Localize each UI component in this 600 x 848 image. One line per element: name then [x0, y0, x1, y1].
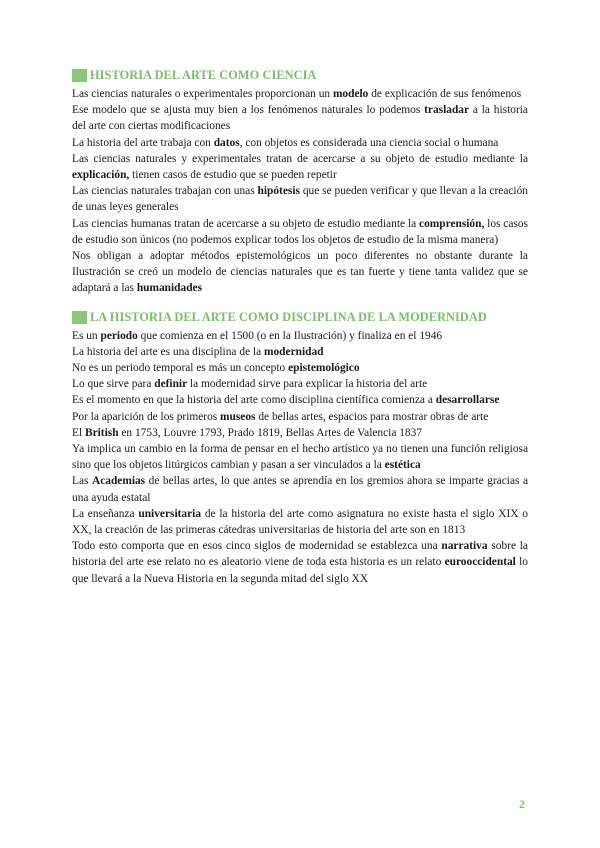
section-heading: [72, 310, 528, 325]
bold-term: humanidades: [136, 282, 203, 295]
text-run: tienen casos de estudio que se pueden repetir: [129, 169, 337, 182]
section-heading: [72, 68, 528, 83]
document-page: [72, 68, 528, 587]
paragraph: [72, 183, 528, 215]
text-run: que comienza en el 1500 (o en la Ilustración) y finaliza en el 1946: [137, 329, 443, 342]
bold-term: epistemológico: [288, 362, 360, 375]
text-run: de la historia del arte como asignatura no existe hasta el siglo XIX o XX, la creación de las primeras cátedras universitarias de historia del arte son en 1813: [72, 507, 528, 537]
text-run: de bellas artes, espacios para mostrar obras de arte: [255, 410, 489, 423]
bold-term: trasladar: [424, 104, 470, 117]
text-run: Las ciencias naturales trabajan con unas: [72, 185, 258, 198]
text-run: El: [72, 426, 85, 439]
bold-term: British: [84, 426, 119, 439]
paragraph: [72, 506, 528, 538]
paragraph: [72, 409, 528, 425]
text-run: La historia del arte es una disciplina de la: [72, 345, 264, 358]
text-run: la modernidad sirve para explicar la historia del arte: [187, 378, 428, 391]
text-run: de bellas artes, lo que antes se aprendía en los gremios ahora se imparte gracias a una ayuda estatal: [72, 475, 529, 504]
text-run: a la historia del arte con ciertas modificaciones: [72, 104, 528, 133]
text-run: Es un: [72, 329, 101, 342]
section-historia-ciencia: [72, 68, 528, 297]
bold-term: narrativa: [441, 540, 488, 553]
section-title: HISTORIA DEL ARTE COMO CIENCIA: [90, 68, 317, 82]
bold-term: Academias: [91, 475, 146, 488]
paragraph: [72, 102, 528, 134]
bold-term: definir: [154, 378, 188, 391]
paragraph: [72, 425, 528, 441]
paragraph: [72, 473, 528, 505]
paragraph: [72, 392, 528, 408]
paragraph: [72, 216, 528, 248]
bold-term: modelo: [332, 88, 369, 100]
section-body: [72, 86, 528, 297]
text-run: No es un periodo temporal es más un concepto: [72, 362, 289, 375]
section-title: LA HISTORIA DEL ARTE COMO DISCIPLINA DE LA MODERNIDAD: [90, 309, 487, 324]
text-run: lo que llevará a la Nueva Historia en la segunda mitad del siglo XX: [72, 556, 529, 585]
text-run: Ese modelo que se ajusta muy bien a los fenómenos naturales lo podemos: [72, 104, 425, 117]
text-run: de explicación de sus fenómenos: [368, 88, 522, 100]
paragraph: [72, 376, 528, 392]
paragraph: [72, 441, 528, 473]
bold-term: museos: [220, 410, 256, 423]
text-run: Nos obligan a adoptar métodos epistemológicos un poco diferentes no obstante durante la Ilustración se creó un modelo de ciencias naturales que es tan fuerte y tiene tanta validez que se adaptará a las: [72, 250, 528, 295]
text-run: sobre la historia del arte ese relato no es aleatorio viene de toda esta historia es un relato: [72, 540, 528, 569]
bold-term: datos: [213, 136, 240, 149]
text-run: Las ciencias naturales y experimentales tratan de acercarse a su objeto de estudio mediante la: [72, 152, 528, 165]
heading-marker: [72, 311, 87, 324]
section-disciplina-modernidad: [72, 310, 528, 587]
paragraph: [72, 86, 528, 102]
text-run: los casos de estudio son únicos (no podemos explicar todos los objetos de estudio de la misma manera): [72, 217, 528, 246]
text-run: Lo que sirve para: [72, 378, 155, 391]
text-run: en 1753, Louvre 1793, Prado 1819, Bellas Artes de Valencia 1837: [118, 426, 423, 439]
section-body: [72, 328, 528, 587]
text-run: que se pueden verificar y que llevan a la creación de unas leyes generales: [72, 185, 528, 214]
text-run: Las: [72, 475, 92, 488]
text-run: , con objetos es considerada una ciencia social o humana: [239, 136, 499, 149]
bold-term: periodo: [100, 329, 138, 342]
paragraph: [72, 538, 528, 587]
bold-term: universitaria: [138, 507, 202, 520]
text-run: Es el momento en que la historia del arte como disciplina científica comienza a: [72, 394, 436, 407]
bold-term: eurooccidental: [444, 556, 516, 569]
bold-term: hipótesis: [257, 185, 300, 198]
text-run: Todo esto comporta que en esos cinco siglos de modernidad se establezca una: [72, 540, 442, 553]
bold-term: estética: [384, 459, 421, 472]
bold-term: comprensión,: [419, 217, 485, 230]
text-run: Por la aparición de los primeros: [72, 410, 221, 423]
text-run: La historia del arte trabaja con: [72, 136, 214, 149]
bold-term: explicación,: [72, 169, 130, 182]
text-run: Las ciencias naturales o experimentales proporcionan un: [72, 88, 333, 100]
bold-term: modernidad: [264, 345, 324, 358]
heading-marker: [72, 69, 87, 82]
text-run: La enseñanza: [72, 507, 139, 520]
paragraph: [72, 328, 528, 344]
bold-term: desarrollarse: [435, 394, 500, 407]
text-run: Las ciencias humanas tratan de acercarse a su objeto de estudio mediante la: [72, 217, 420, 230]
paragraph: [72, 344, 528, 360]
text-run: Ya implica un cambio en la forma de pensar en el hecho artístico ya no tienen una función religiosa sino que los objetos litúrgicos cambian y pasan a ser vinculados a la: [72, 443, 528, 472]
paragraph: [72, 248, 528, 297]
paragraph: [72, 151, 528, 183]
page-number: 2: [519, 797, 525, 811]
paragraph: [72, 135, 528, 151]
paragraph: [72, 360, 528, 376]
